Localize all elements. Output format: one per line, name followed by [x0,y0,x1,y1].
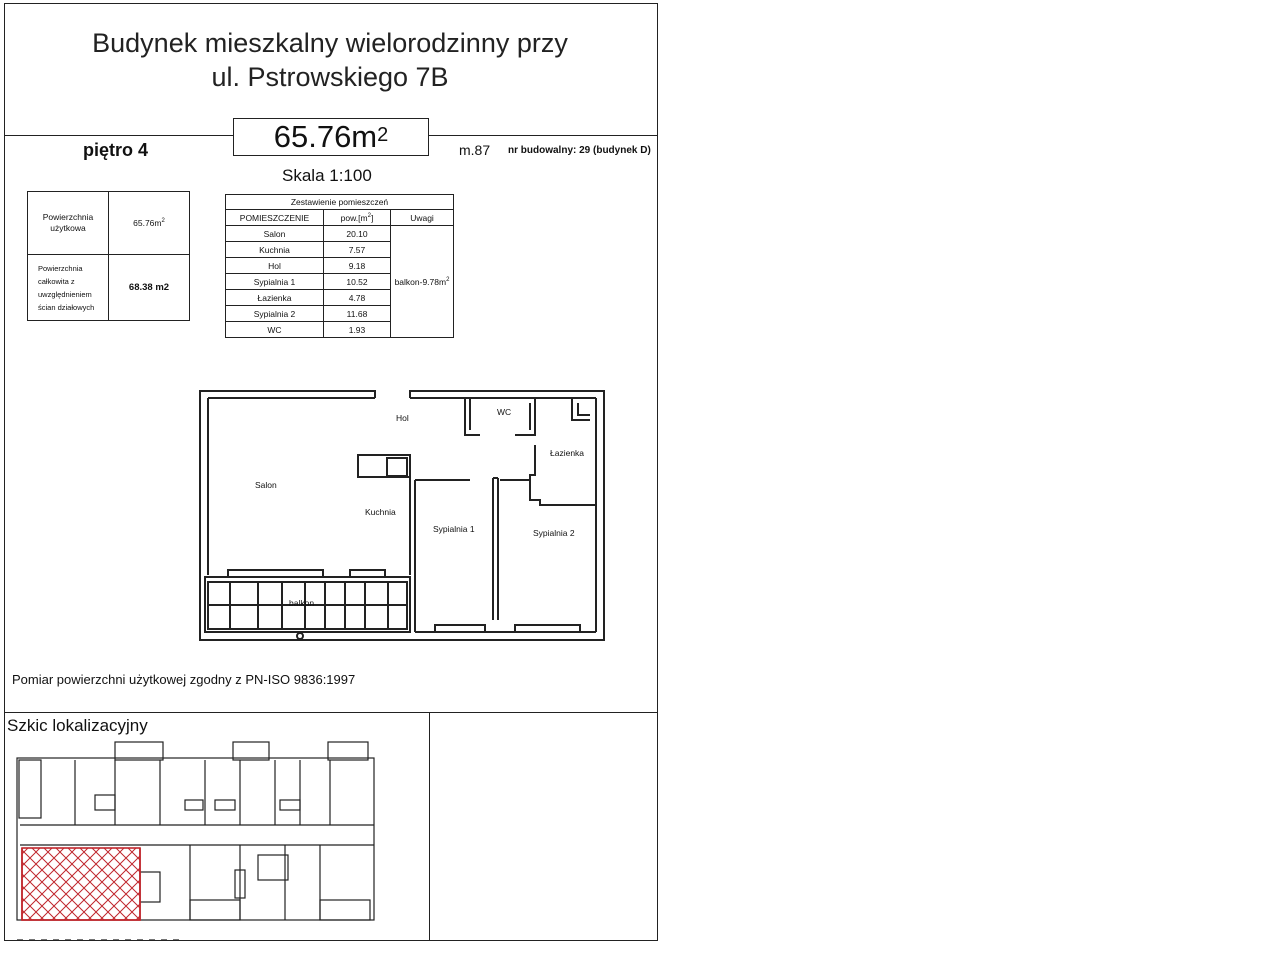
rooms-notes-value: balkon-$9.78m^2$ [391,226,454,338]
title-line-1: Budynek mieszkalny wielorodzinny przy [92,28,568,58]
room-area: 11.68 [324,306,391,322]
rooms-table-caption: Zestawienie pomieszczeń [226,195,454,210]
scale-label: Skala 1:100 [282,166,372,185]
rooms-col-notes: Uwagi [391,210,454,226]
title-line-2: ul. Pstrowskiego 7B [211,62,449,92]
unit-number: m.87 [459,142,491,158]
room-name: Sypialnia 1 [226,274,324,290]
plan-label-salon: Salon [255,480,277,490]
total-area-value: 68.38 m2 [109,255,190,321]
plan-label-sypialnia-1: Sypialnia 1 [433,524,475,534]
rooms-col-room: POMIESZCZENIE [226,210,324,226]
rooms-col-area: $pow.[m^2]$ [324,210,391,226]
room-area: 1.93 [324,322,391,338]
measurement-note: Pomiar powierzchni użytkowej zgodny z PN-ISO 9836:1997 [12,672,356,687]
room-area: 4.78 [324,290,391,306]
room-area: 10.52 [324,274,391,290]
room-name: Salon [226,226,324,242]
apartment-area-unit: 2 [377,124,389,146]
room-name: Hol [226,258,324,274]
apartment-area-value: 65.76m [273,119,378,154]
usable-area-value: $65.76m^2$ [109,192,190,255]
room-area: 7.57 [324,242,391,258]
room-name: Łazienka [226,290,324,306]
location-sketch-title: Szkic lokalizacyjny [7,716,148,735]
room-name: Kuchnia [226,242,324,258]
plan-label-kuchnia: Kuchnia [365,507,396,517]
total-area-label: Powierzchnia całkowita z uwzględnieniem ścian działowych [28,255,109,321]
floor-label: piętro 4 [83,140,149,160]
usable-area-label: Powierzchnia użytkowa [28,192,109,255]
highlighted-apartment [22,848,140,920]
plan-label-sypialnia-2: Sypialnia 2 [533,528,575,538]
plan-label-balkon: balkon [289,598,315,608]
plan-label-lazienka: Łazienka [550,448,585,458]
plan-label-wc: WC [497,407,512,417]
building-number: nr budowalny: 29 (budynek D) [508,145,651,156]
plan-label-hol: Hol [396,413,409,423]
room-area: 9.18 [324,258,391,274]
room-area: 20.10 [324,226,391,242]
room-name: WC [226,322,324,338]
room-name: Sypialnia 2 [226,306,324,322]
